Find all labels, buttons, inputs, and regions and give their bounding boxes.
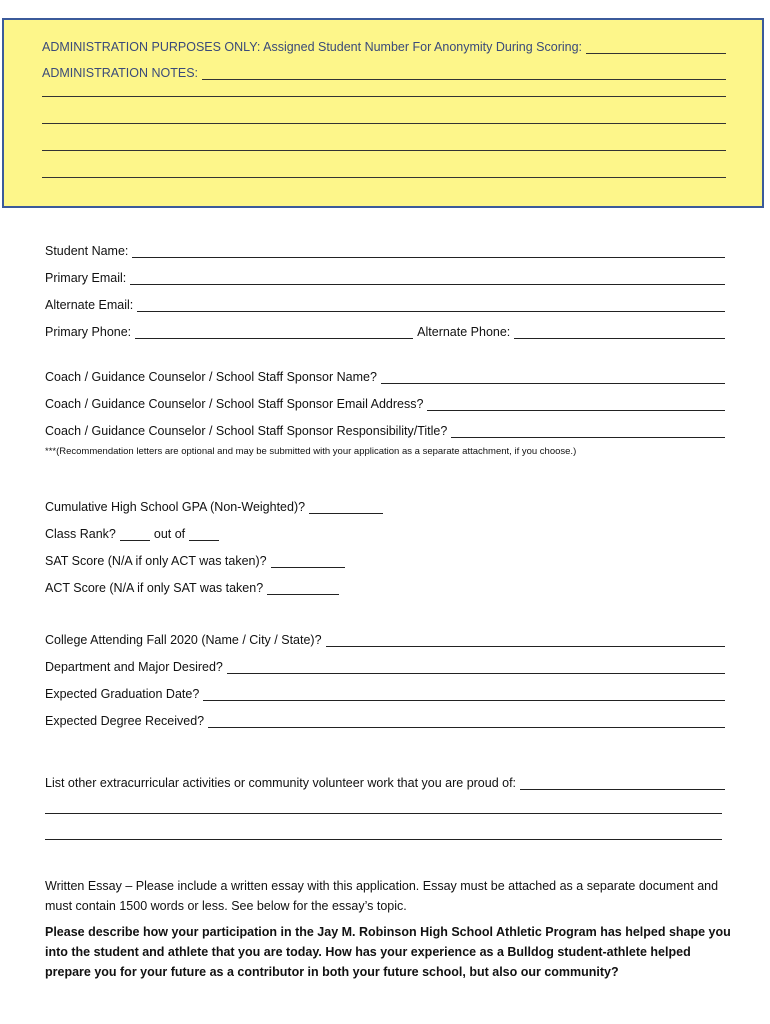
alternate-phone-field[interactable] [514, 326, 725, 339]
essay-topic: Please describe how your participation in the Jay M. Robinson High School Athletic Program has helped shape you into the student and athlete that you are today. How has your experience as a Bulldog student-athlete helped prepare you for your future as a contributor in both your future school, but also our community? [45, 925, 731, 979]
activities-line[interactable] [45, 813, 722, 814]
gpa-field[interactable] [309, 501, 383, 514]
admin-notes-line[interactable] [42, 96, 726, 97]
department-row [45, 656, 725, 674]
sponsor-email-row [45, 393, 725, 411]
primary-email-row [45, 267, 725, 285]
sponsor-email-field[interactable] [427, 398, 725, 411]
alternate-phone-label: Alternate Phone: [417, 325, 511, 339]
act-field[interactable] [267, 582, 339, 595]
student-name-row [45, 240, 725, 258]
college-attending-row [45, 629, 725, 647]
activities-row [45, 772, 725, 790]
activities-line[interactable] [45, 839, 722, 840]
primary-email-label: Primary Email: [45, 271, 127, 285]
degree-label: Expected Degree Received? [45, 714, 205, 728]
student-name-field[interactable] [132, 245, 725, 258]
admin-notes-line[interactable] [42, 123, 726, 124]
alternate-email-label: Alternate Email: [45, 298, 134, 312]
class-rank-field[interactable] [120, 528, 150, 541]
act-label: ACT Score (N/A if only SAT was taken? [45, 581, 264, 595]
alternate-email-row [45, 294, 725, 312]
essay-instructions: Written Essay – Please include a written essay with this application. Essay must be attached as a separate document and must contain 1500 words or less. See below for the essay’s topic. [45, 879, 719, 913]
sponsor-name-label: Coach / Guidance Counselor / School Staff Sponsor Name? [45, 370, 377, 384]
admin-notes-field[interactable] [202, 67, 726, 80]
college-attending-field[interactable] [326, 634, 725, 647]
admin-notes-row [42, 62, 726, 80]
class-size-field[interactable] [189, 528, 219, 541]
phone-row [45, 321, 725, 339]
admin-notes-line[interactable] [42, 177, 726, 178]
sat-field[interactable] [271, 555, 345, 568]
recommendation-note: ***(Recommendation letters are optional and may be submitted with your application as a separate attachment, if you choose.) [45, 446, 577, 457]
sponsor-email-label: Coach / Guidance Counselor / School Staff Sponsor Email Address? [45, 397, 424, 411]
student-name-label: Student Name: [45, 244, 129, 258]
admin-notes-label: ADMINISTRATION NOTES: [42, 66, 199, 80]
primary-phone-label: Primary Phone: [45, 325, 132, 339]
sponsor-title-label: Coach / Guidance Counselor / School Staff Sponsor Responsibility/Title? [45, 424, 448, 438]
department-label: Department and Major Desired? [45, 660, 223, 674]
department-field[interactable] [227, 661, 725, 674]
activities-field[interactable] [520, 777, 725, 790]
out-of-label: out of [153, 527, 186, 541]
primary-phone-field[interactable] [135, 326, 413, 339]
gpa-label: Cumulative High School GPA (Non-Weighted)? [45, 500, 306, 514]
college-attending-label: College Attending Fall 2020 (Name / City / State)? [45, 633, 322, 647]
gpa-row [45, 496, 725, 514]
class-rank-label: Class Rank? [45, 527, 116, 541]
admin-student-number-row [42, 36, 726, 54]
sponsor-name-row [45, 366, 725, 384]
sponsor-title-field[interactable] [451, 425, 725, 438]
admin-student-number-label: ADMINISTRATION PURPOSES ONLY: Assigned Student Number For Anonymity During Scoring: [42, 40, 583, 54]
sponsor-title-row [45, 420, 725, 438]
activities-label: List other extracurricular activities or community volunteer work that you are proud of: [45, 776, 517, 790]
act-row [45, 577, 725, 595]
sponsor-name-field[interactable] [381, 371, 725, 384]
alternate-email-field[interactable] [137, 299, 725, 312]
primary-email-field[interactable] [130, 272, 725, 285]
graduation-date-field[interactable] [203, 688, 725, 701]
graduation-date-label: Expected Graduation Date? [45, 687, 200, 701]
sat-row [45, 550, 725, 568]
class-rank-row [45, 523, 725, 541]
admin-student-number-field[interactable] [586, 41, 726, 54]
sat-label: SAT Score (N/A if only ACT was taken)? [45, 554, 267, 568]
admin-notes-line[interactable] [42, 150, 726, 151]
degree-field[interactable] [208, 715, 725, 728]
degree-row [45, 710, 725, 728]
graduation-date-row [45, 683, 725, 701]
